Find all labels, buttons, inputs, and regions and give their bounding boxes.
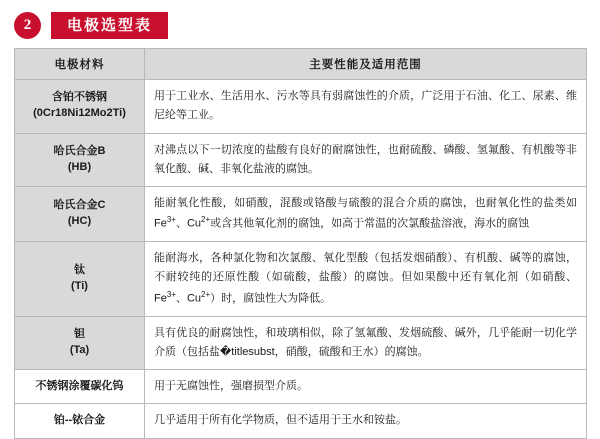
- cell-description: 用于无腐蚀性，强磨损型介质。: [145, 370, 587, 404]
- table-row: [15, 242, 587, 316]
- material-line: (Ti): [71, 279, 88, 292]
- table-header: [15, 49, 587, 80]
- column-header-description: 主要性能及适用范围: [145, 49, 587, 80]
- material-line: (HB): [67, 160, 92, 173]
- column-header-material: 电极材料: [15, 49, 145, 80]
- cell-material: [15, 242, 145, 316]
- material-line: 含铂不锈钢: [52, 91, 107, 104]
- material-line: (Ta): [69, 343, 90, 356]
- material-line: 铂--铱合金: [53, 413, 106, 426]
- cell-material: [15, 404, 145, 438]
- material-line: (0Cr18Ni12Mo2Ti): [33, 107, 126, 120]
- table-header-row: [15, 49, 587, 80]
- section-number-badge: 2: [14, 12, 41, 39]
- material-line: 哈氏合金B: [53, 144, 106, 157]
- material-line: (HC): [67, 215, 92, 228]
- cell-description: 用于工业水、生活用水、污水等具有弱腐蚀性的介质，广泛用于石油、化工、尿素、维尼纶等工业。: [145, 80, 587, 134]
- material-line: 不锈钢涂覆碳化钨: [35, 379, 124, 392]
- cell-material: [15, 187, 145, 242]
- cell-description: 对沸点以下一切浓度的盐酸有良好的耐腐蚀性，也耐硫酸、磷酸、氢氟酸、有机酸等非氧化酸、碱、非氧化盐液的腐蚀。: [145, 133, 587, 187]
- table-container: [0, 48, 600, 439]
- cell-material: [15, 80, 145, 134]
- cell-description: 具有优良的耐腐蚀性，和玻璃相似，除了氢氟酸、发烟硫酸、碱外，几乎能耐一切化学介质（包括盐�titlesubst，硝酸，硫酸和王水）的腐蚀。: [145, 316, 587, 370]
- document-header: [0, 0, 600, 48]
- cell-description: 能耐氧化性酸，如硝酸，混酸或铬酸与硫酸的混合介质的腐蚀，也耐氧化性的盐类如$Fe^{3+}$、$Cu^{2+}$或含其他氧化剂的腐蚀，如高于常温的次氯酸盐溶液，海水的腐蚀: [145, 187, 587, 242]
- table-row: [15, 316, 587, 370]
- cell-description: 几乎适用于所有化学物质，但不适用于王水和铵盐。: [145, 404, 587, 438]
- page-title: 电极选型表: [51, 12, 168, 39]
- table-row: [15, 187, 587, 242]
- table-row: [15, 80, 587, 134]
- cell-material: [15, 133, 145, 187]
- cell-description: 能耐海水，各种氯化物和次氯酸、氧化型酸（包括发烟硝酸）、有机酸、碱等的腐蚀，不耐较纯的还原性酸（如硫酸，盐酸）的腐蚀。但如果酸中还有氧化剂（如硝酸、$Fe^{3+}$、$Cu^{2+}$）时，腐蚀性大为降低。: [145, 242, 587, 316]
- cell-material: [15, 316, 145, 370]
- table-row: [15, 370, 587, 404]
- table-row: [15, 133, 587, 187]
- material-line: 哈氏合金C: [53, 199, 106, 212]
- material-line: 钽: [74, 327, 85, 340]
- electrode-selection-table: [14, 48, 587, 439]
- table-row: [15, 404, 587, 438]
- table-body: [15, 80, 587, 439]
- material-line: 钛: [74, 263, 85, 276]
- cell-material: [15, 370, 145, 404]
